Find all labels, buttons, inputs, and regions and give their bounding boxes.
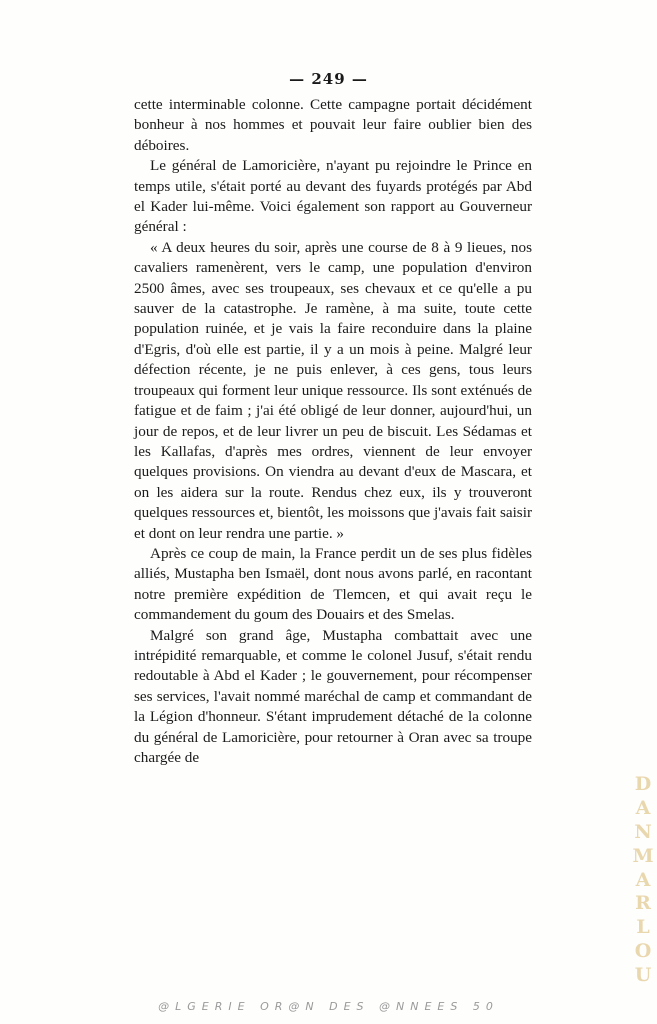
page-number: — 249 — (289, 70, 368, 88)
watermark-letter: N (634, 820, 652, 843)
watermark-letter: M (632, 844, 654, 867)
paragraph-5: Malgré son grand âge, Mustapha combattait avec une intrépidité remarquable, et comme le colonel Jusuf, s'était rendu redoutable à Abd el Kader ; le gouvernement, pour récompenser ses services, l'avait nommé maréchal de camp et commandant de la Légion d'honneur. S'étant imprudement détaché de la colonne du général de Lamoricière, pour retourner à Oran avec sa troupe chargée de (134, 626, 532, 766)
paragraph-1: cette interminable colonne. Cette campagne portait décidément bonheur à nos hommes et pouvait leur faire oublier bien des déboires. (134, 96, 532, 154)
watermark-letter: R (635, 892, 651, 915)
watermark-letter: A (635, 796, 651, 819)
paragraph-3-quote: « A deux heures du soir, après une course de 8 à 9 lieues, nos cavaliers ramenèrent, vers le camp, une population d'environ 2500 âmes, avec ses troupeaux, ses chevaux et ce qu'elle a pu sauver de la catastrophe. Je ramène, à ma suite, toute cette population ruinée, et je vais la faire reconduire dans la plaine d'Egris, d'où elle est partie, il y a un mois à peine. Malgré leur défection récente, je ne puis enlever, à ces gens, tous leurs troupeaux qui forment leur unique ressource. Ils sont exténués de fatigue et de faim ; j'ai été obligé de leur donner, aujourd'hui, un jour de repos, et de leur livrer un peu de biscuit. Les Sédamas et les Kallafas, d'après mes ordres, viennent de leur envoyer quelques provisions. On viendra au devant d'eux de Mascara, et on les aidera sur la route. Rendus chez eux, ils y trouveront quelques ressources et, bientôt, les moissons que j'avais fait saisir et dont on leur rendra une partie. » (134, 238, 532, 542)
paragraph-4: Après ce coup de main, la France perdit un de ses plus fidèles alliés, Mustapha ben Ismaël, dont nous avons parlé, en racontant notre première expédition de Tlemcen, et qui avait reçu le commandement du goum des Douairs et des Smelas. (134, 544, 532, 624)
watermark-letter: O (634, 940, 652, 963)
watermark-letter: L (636, 916, 650, 939)
watermark-footer: @LGERIE OR@N DES @NNEES 50 (158, 1000, 499, 1013)
watermark-letter: D (634, 773, 652, 795)
body-text (134, 95, 532, 768)
watermark-letter: U (634, 964, 652, 986)
watermark-letter: A (635, 868, 651, 891)
paragraph-2: Le général de Lamoricière, n'ayant pu rejoindre le Prince en temps utile, s'était porté au devant des fuyards protégés par Abd el Kader lui-même. Voici également son rapport au Gouverneur général : (134, 157, 532, 236)
watermark-vertical (630, 775, 656, 985)
